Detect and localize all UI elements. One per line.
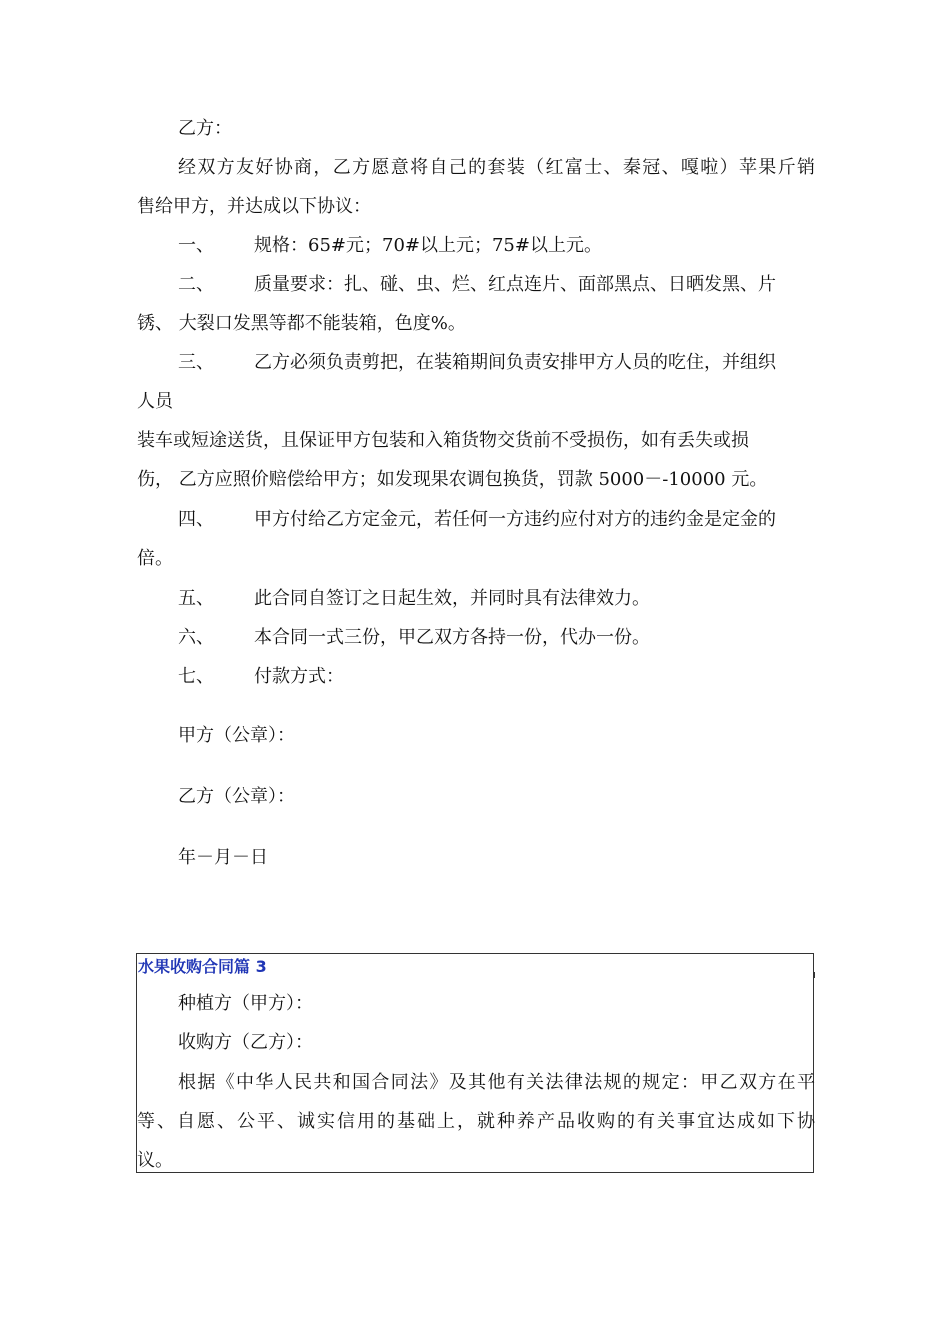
section-3-box [136, 953, 814, 1173]
clause-2 [178, 273, 815, 297]
clause-text: 甲方付给乙方定金元，若任何一方违约应付对方的违约金是定金的 [254, 509, 776, 530]
clause-number: 四、 [178, 509, 214, 530]
section-3-para-line-1: 根据《中华人民共和国合同法》及其他有关法律法规的规定：甲乙双方在平 [178, 1072, 815, 1093]
clause-3-line-4: 伤， 乙方应照价赔偿给甲方；如发现果农调包换货，罚款 5000－-10000 元。 [137, 469, 768, 490]
clause-5 [178, 587, 650, 611]
clause-number: 二、 [178, 274, 214, 295]
clause-7 [178, 665, 344, 689]
clause-number: 五、 [178, 588, 214, 609]
clause-text: 乙方必须负责剪把，在装箱期间负责安排甲方人员的吃住，并组织 [254, 352, 776, 373]
clause-text: 付款方式： [254, 666, 344, 687]
clause-text: 此合同自签订之日起生效，并同时具有法律效力。 [254, 588, 650, 609]
clause-number: 一、 [178, 235, 214, 256]
clause-3-line-3: 装车或短途送货，且保证甲方包装和入箱货物交货前不受损伤，如有丢失或损 [137, 430, 749, 451]
clause-4 [178, 508, 776, 532]
grower-party-label: 种植方（甲方）： [178, 993, 313, 1014]
clause-3-line-2: 人员 [137, 391, 173, 412]
section-3-title: 水果收购合同篇 3 [138, 957, 267, 976]
clause-6 [178, 626, 650, 650]
clause-number: 六、 [178, 627, 214, 648]
clause-text: 规格：65#元；70#以上元；75#以上元。 [254, 235, 602, 256]
intro-line-1: 经双方友好协商，乙方愿意将自己的套装（红富士、秦冠、嘎啦）苹果斤销 [178, 157, 815, 178]
buyer-party-label: 收购方（乙方）： [178, 1032, 313, 1053]
section-3-para-line-3: 议。 [137, 1150, 173, 1171]
clause-4-line-2: 倍。 [137, 548, 173, 569]
clause-3 [178, 351, 776, 375]
box-edge-mark [813, 972, 815, 978]
clause-number: 三、 [178, 352, 214, 373]
clause-text: 质量要求：扎、碰、虫、烂、红点连片、面部黑点、日晒发黑、片 [254, 274, 776, 295]
section-3-para-line-2: 等、自愿、公平、诚实信用的基础上，就种养产品收购的有关事宜达成如下协 [137, 1111, 815, 1132]
date-line: 年－月－日 [178, 847, 268, 868]
party-b-label: 乙方： [178, 118, 232, 139]
clause-1 [178, 234, 602, 258]
party-a-seal-label: 甲方（公章）： [178, 725, 295, 746]
clause-2-line-2: 锈、 大裂口发黑等都不能装箱，色度%。 [137, 313, 466, 334]
clause-number: 七、 [178, 666, 214, 687]
clause-text: 本合同一式三份，甲乙双方各持一份，代办一份。 [254, 627, 650, 648]
intro-line-2: 售给甲方，并达成以下协议： [137, 196, 371, 217]
party-b-seal-label: 乙方（公章）： [178, 786, 295, 807]
